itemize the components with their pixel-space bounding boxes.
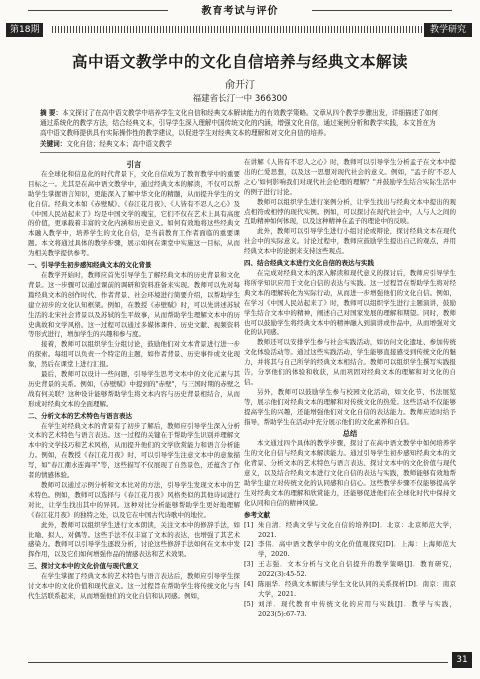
body-paragraph: 教师可以组织学生进行案例分析，让学生找出与经典文本中提出的观点相符或相悖的现代实例。例如，可以探讨在现代社会中，人与人之间的互助精神如何体现，以及这种精神在孟子的理论中的反映。 [244,197,456,226]
column-tab: 教学研究 [424,23,472,37]
abstract-label: 摘 要： [40,109,63,117]
body-paragraph: 在学生掌握了经典文本的艺术特色与语言表达后，教师应引导学生探讨文本中的文化价值和现代意义。这一过程旨在帮助学生将传统文化与当代生活联系起来，从而增强他们的文化自信和认同感。例如， [28,572,240,600]
abstract-text: 本文探讨了在高中语文教学中培养学生文化自信和经典文本解读能力的有效教学策略。文章从四个教学步骤出发，详细描述了如何通过系统化的教学方法，结合经典文本，引导学生深入理解中国传统文化的内涵，增强文化自信，通过案例分析和教学实践，本文旨在为高中语文教师提供具有实际操作性的教学建议，以促进学生对经典文本的理解和对文化自信的培养。 [40,109,438,137]
body-paragraph: 在完成对经典文本的深入解读和现代意义的探讨后，教师应引导学生将所学知识应用于文化自信的表达与实践。这一过程旨在帮助学生将对经典文本的理解转化为实际行动，从而进一步增强他们的文化自信。例如，在学习《中国人民站起来了》时，教师可以组织学生进行主题演讲，鼓励学生结合文本中的精神，阐述自己对国家发展的理解和期望。同时，教师也可以鼓励学生将经典文本中的精神融入到演讲或作品中，从而增强对文化的认同感。 [244,268,456,337]
reference-number: [1] [244,520,254,529]
reference-text: 朱自清．经典文学与文化自信的培养[D]．北京：北京师范大学，2021. [258,520,456,539]
section-heading: 二、分析文本的艺术特色与语言表达 [28,411,132,420]
reference-item [244,600,456,620]
reference-text: 刘洋．现代教育中传统文化的应用与实践[J]．教学与实践，2023(5):67-73. [258,599,456,618]
keywords-label: 关键词： [40,140,67,148]
reference-text: 王志强．文本分析与文化自信提升的教学策略[J]．教育研究，2022(3):45-52. [258,560,456,579]
footer-rule [28,662,448,663]
journal-name: 教育考试与评价 [201,6,279,17]
body-paragraph: 另外，教师可以鼓励学生参与校园文化活动，如文化节、书法展览等，展示他们对经典文本的理解和对传统文化的热爱。这些活动不仅能够提高学生的兴趣，还能增强他们对文化自信的表达能力。教师应适时给予指导，帮助学生在活动中充分展示他们的文化素养和自信。 [244,387,456,426]
reference-number: [2] [244,540,254,549]
section-heading: 参考文献 [244,510,270,519]
header-band [52,26,424,33]
abstract-divider [40,152,440,153]
reference-number: [3] [244,560,254,569]
reference-item [244,580,456,600]
page-number: 31 [452,652,472,668]
abstract [40,108,440,138]
reference-number: [5] [244,599,254,608]
body-paragraph: 最后，教师可以设计一些问题，引导学生思考文本中的文化元素与其历史背景的关系。例如，《赤壁赋》中提到的"赤壁"，与三国时期的赤壁之战有何关联？这种设计能够帮助学生将文本内容与历史背景相结合，从而形成对经典文本的全面理解。 [28,370,240,408]
author-name: 俞开汀 [225,80,255,91]
section-heading: 一、引导学生初步感知经典文本的文化背景 [28,261,152,270]
body-paragraph: 在讲解《人皆有不忍人之心》时，教师可以引导学生分析孟子在文本中提出的仁爱思想，以及这一思想对现代社会的意义。例如，"孟子的'不忍人之心'如何影响我们对现代社会伦理的理解？"并鼓励学生结合实际生活中的例子进行讨论。 [244,158,456,196]
body-paragraph: 在教学开始时，教师应首先引导学生了解经典文本的历史背景和文化背景。这一步骤可以通过课前的调研和资料准备来实现。教师可以先对每篇经典文本的创作时代、作者背景、社会环境进行简要介绍，以帮助学生建立初步的文化认知框架。例如，在教授《赤壁赋》时，可以先讲述苏轼生活的北宋社会背景以及苏轼的生平故事，从而帮助学生理解文本中的历史典故和文学风格。这一过程可以通过多媒体课件、历史文献、视频资料等形式进行，增加学生的兴趣和参与度。 [28,270,240,339]
reference-item [244,540,456,560]
reference-text: 李伟．高中语文教学中的文化价值观探究[D]．上海：上海师范大学，2020. [258,540,456,559]
body-paragraph: 教师还可以安排学生参与社会实践活动，如访问文化遗址、参加传统文化体验活动等。通过这些实践活动，学生能够直接感受到传统文化的魅力，并将其与自己所学的经典文本相结合。教师可以组织学生撰写实践报告，分享他们的体验和收获，从而巩固对经典文本的理解和对文化的自信。 [244,338,456,386]
header-rule-right [312,10,452,11]
section-heading: 四、结合经典文本进行文化自信的表达与实践 [244,259,374,268]
author-affiliation: 福建省长汀一中 366300 [192,94,288,104]
reference-item [244,521,456,541]
section-heading: 引言 [126,160,142,169]
body-paragraph: 教师可以通过示例分析和文本比对的方法，引导学生发现文本中的艺术特色。例如，教师可以选择与《春江花月夜》风格类似的其他诗词进行对比，让学生找出其中的异同。这种对比分析能够帮助学生更好地理解《春江花月夜》的独特之处，以及它在中国古代诗歌中的地位。 [28,481,240,519]
section-heading: 三、探讨文本中的文化价值与现代意义 [28,562,139,571]
header-rule-left [28,10,168,11]
body-column-left [28,158,240,602]
body-paragraph: 此外，教师可以引导学生进行小组讨论或辩论，探讨经典文本在现代社会中的实际意义。讨论过程中，教师应鼓励学生提出自己的观点，并用经典文本中的论据来支持这些观点。 [244,227,456,256]
reference-number: [4] [244,580,254,589]
body-paragraph: 在全球化和信息化的时代背景下，文化自信成为了教育教学中的重要目标之一。尤其是在高中语文教学中，通过经典文本的解读，不仅可以帮助学生掌握语言知识，更能深入了解中华文化的精髓，从而提升学生的文化自信。经典文本如《赤壁赋》、《春江花月夜》、《人皆有不忍人之心》及《中国人民站起来了》均是中国文学的瑰宝，它们不仅在艺术上具有高度的价值，更承载着丰富的文化内涵和历史意义。如何有效地将这些经典文本融入教学中，培养学生的文化自信，是当前教育工作者面临的重要课题。本文将通过具体的教学步骤，展示如何在课堂中实施这一目标，从而为相关教学提供参考。 [28,169,240,258]
article-title: 高中语文教学中的文化自信培养与经典文本解读 [71,52,408,71]
keywords-text: 文化自信；经典文本；高中语文教学 [66,140,172,148]
reference-item [244,560,456,580]
body-paragraph: 在学生对经典文本的背景有了初步了解后，教师应引导学生深入分析文本的艺术特色与语言表达。这一过程的关键在于帮助学生识别并理解文本中的文学技巧和艺术风格，从而提升他们的文学欣赏能力和语言分析能力。例如，在教授《春江花月夜》时，可以引导学生注意文本中的意象描写，如"春江潮水连海平"等，这些描写不仅展现了自然景色，还蕴含了作者的情感体验。 [28,421,240,480]
body-paragraph: 此外，教师可以组织学生进行文本朗读，关注文本中的修辞手法，如比喻、拟人、对偶等。这些手法不仅丰富了文本的表达，也增强了其艺术感染力。教师可以引导学生逐段分析，讨论这些修辞手法如何在文本中发挥作用，以及它们如何增强作品的情感表达和艺术效果。 [28,520,240,559]
section-heading: 总结 [342,429,358,439]
page-header [0,0,480,22]
reference-text: 陈丽华．经典文本解读与学生文化认同的关系探析[D]．南京：南京大学，2021. [258,580,456,598]
keywords [40,139,440,149]
body-paragraph: 接着，教师可以组织学生分组讨论，鼓励他们对文本背景进行进一步的探索。每组可以负责一个特定的主题，如作者背景、历史事件或文化现象，然后在课堂上进行汇报。 [28,340,240,369]
issue-badge: 第18期 [6,23,43,37]
body-paragraph: 本文通过四个具体的教学步骤，探讨了在高中语文教学中如何培养学生的文化自信与经典文本解读能力。通过引导学生初步感知经典文本的文化背景、分析文本的艺术特色与语言表达、探讨文本中的文化价值与现代意义，以及结合经典文本进行文化自信的表达与实践，教师能够有效地帮助学生建立对传统文化的认同感和自信心。这些教学步骤不仅能够提高学生对经典文本的理解和欣赏能力，还能够促进他们在全球化时代中保持文化认同和自信的精神风貌。 [244,439,456,507]
body-column-right [244,158,456,620]
